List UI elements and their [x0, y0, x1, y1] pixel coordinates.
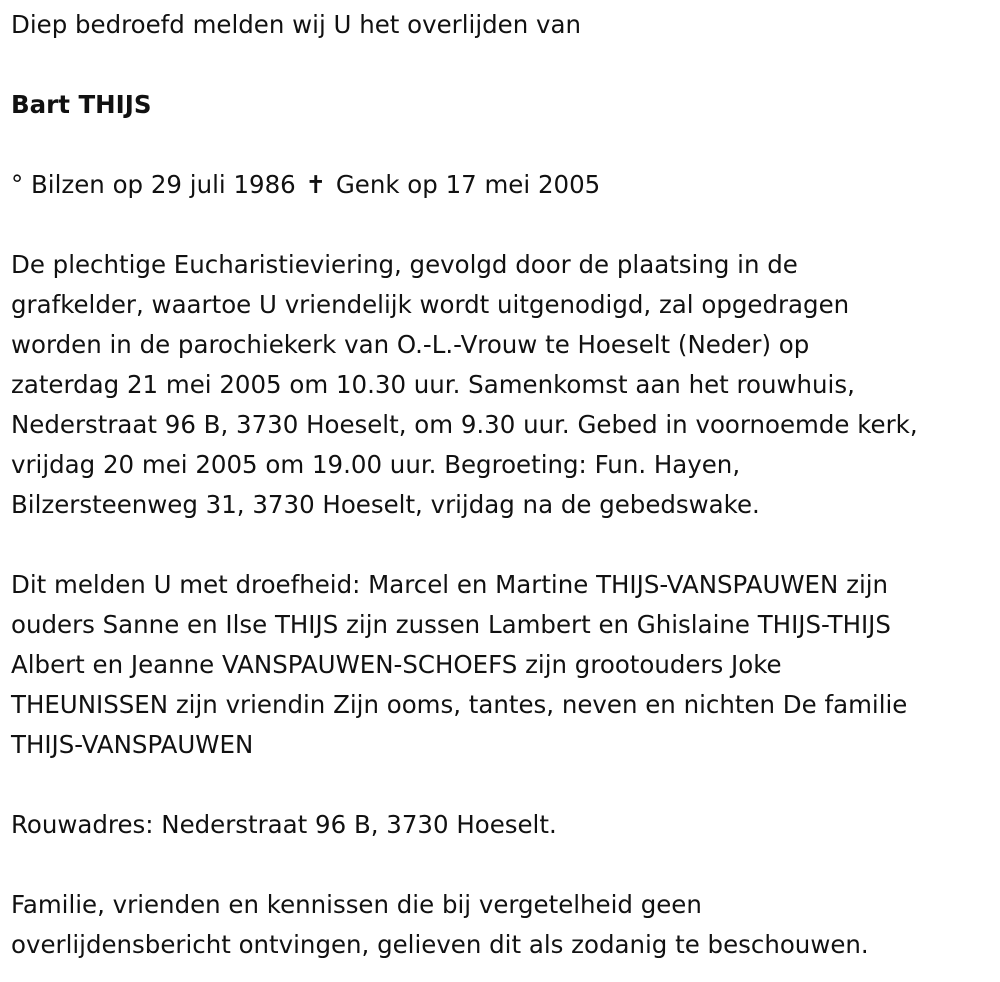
family-line: Albert en Jeanne VANSPAUWEN-SCHOEFS zijn grootouders Joke [11, 650, 782, 679]
closing-paragraph [11, 885, 992, 965]
deceased-name: Bart THIJS [11, 90, 152, 119]
ceremony-line: Bilzersteenweg 31, 3730 Hoeselt, vrijdag na de gebedswake. [11, 490, 760, 519]
ceremony-line: grafkelder, waartoe U vriendelijk wordt uitgenodigd, zal opgedragen [11, 290, 850, 319]
ceremony-line: De plechtige Eucharistieviering, gevolgd door de plaatsing in de [11, 250, 798, 279]
closing-line: Familie, vrienden en kennissen die bij vergetelheid geen [11, 890, 702, 919]
family-line: Dit melden U met droefheid: Marcel en Martine THIJS-VANSPAUWEN zijn [11, 570, 889, 599]
birth-info: ° Bilzen op 29 juli 1986 [11, 170, 296, 199]
ceremony-line: zaterdag 21 mei 2005 om 10.30 uur. Samenkomst aan het rouwhuis, [11, 370, 855, 399]
life-dates [11, 165, 992, 205]
intro-paragraph [11, 5, 992, 45]
death-info: Genk op 17 mei 2005 [335, 170, 601, 199]
address-paragraph [11, 805, 992, 845]
ceremony-paragraph [11, 245, 992, 525]
family-line: THEUNISSEN zijn vriendin Zijn ooms, tantes, neven en nichten De familie [11, 690, 908, 719]
ceremony-line: Nederstraat 96 B, 3730 Hoeselt, om 9.30 uur. Gebed in voornoemde kerk, [11, 410, 918, 439]
mourning-address: Rouwadres: Nederstraat 96 B, 3730 Hoeselt. [11, 810, 557, 839]
ceremony-line: worden in de parochiekerk van O.-L.-Vrouw te Hoeselt (Neder) op [11, 330, 810, 359]
closing-line: overlijdensbericht ontvingen, gelieven dit als zodanig te beschouwen. [11, 930, 869, 959]
family-line: ouders Sanne en Ilse THIJS zijn zussen Lambert en Ghislaine THIJS-THIJS [11, 610, 891, 639]
intro-text: Diep bedroefd melden wij U het overlijden van [11, 10, 581, 39]
ceremony-line: vrijdag 20 mei 2005 om 19.00 uur. Begroeting: Fun. Hayen, [11, 450, 741, 479]
life-dates-paragraph [11, 165, 992, 205]
name-paragraph [11, 85, 992, 125]
cross-icon: ✝ [305, 170, 327, 199]
family-line: THIJS-VANSPAUWEN [11, 730, 254, 759]
family-paragraph [11, 565, 992, 765]
